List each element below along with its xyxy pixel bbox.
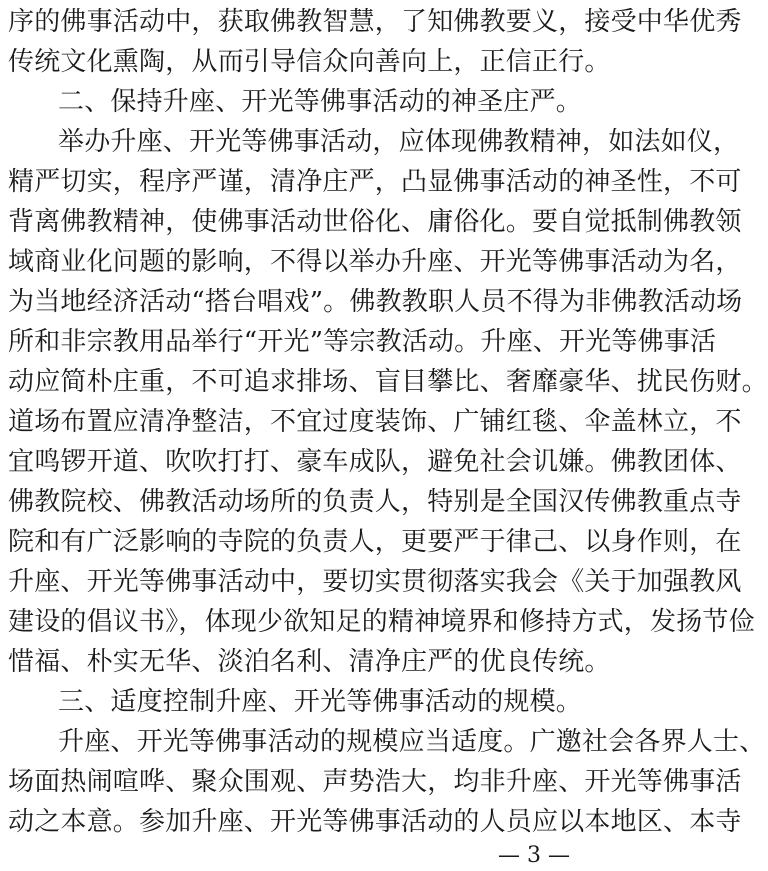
text-line-1: 序的佛事活动中，获取佛教智慧，了知佛教要义，接受中华优秀 — [8, 7, 742, 37]
section-heading-3: 三、适度控制升座、开光等佛事活动的规模。 — [58, 687, 583, 717]
text-line-5: 精严切实，程序严谨，清净庄严，凸显佛事活动的神圣性，不可 — [8, 167, 742, 197]
text-line-17: 惜福、朴实无华、淡泊名利、清净庄严的优良传统。 — [8, 647, 611, 677]
text-line-8: 为当地经济活动“搭台唱戏”。佛教教职人员不得为非佛教活动场 — [8, 287, 743, 317]
text-line-13: 佛教院校、佛教活动场所的负责人，特别是全国汉传佛教重点寺 — [8, 487, 742, 517]
page-number: — 3 — — [498, 843, 570, 868]
text-line-6: 背离佛教精神，使佛事活动世俗化、庸俗化。要自觉抵制佛教领 — [8, 207, 742, 237]
text-line-20: 场面热闹喧哗、聚众围观、声势浩大，均非升座、开光等佛事活 — [8, 767, 742, 797]
text-line-7: 域商业化问题的影响，不得以举办升座、开光等佛事活动为名， — [8, 247, 742, 277]
text-line-14: 院和有广泛影响的寺院的负责人，更要严于律己、以身作则，在 — [8, 527, 742, 557]
text-line-2: 传统文化熏陶，从而引导信众向善向上，正信正行。 — [8, 47, 611, 77]
text-line-15: 升座、开光等佛事活动中，要切实贯彻落实我会《关于加强教风 — [8, 567, 742, 597]
text-line-4: 举办升座、开光等佛事活动，应体现佛教精神，如法如仪， — [58, 127, 740, 157]
text-line-11: 道场布置应清净整洁，不宜过度装饰、广铺红毯、伞盖林立，不 — [8, 407, 742, 437]
text-line-12: 宜鸣锣开道、吹吹打打、豪车成队，避免社会讥嫌。佛教团体、 — [8, 447, 742, 477]
text-line-9: 所和非宗教用品举行“开光”等宗教活动。升座、开光等佛事活 — [8, 327, 717, 357]
text-line-16: 建设的倡议书》，体现少欲知足的精神境界和修持方式，发扬节俭 — [8, 607, 755, 637]
text-line-21: 动之本意。参加升座、开光等佛事活动的人员应以本地区、本寺 — [8, 807, 742, 837]
section-heading-2: 二、保持升座、开光等佛事活动的神圣庄严。 — [58, 87, 583, 117]
text-line-19: 升座、开光等佛事活动的规模应当适度。广邀社会各界人士、 — [58, 727, 766, 757]
text-line-10: 动应简朴庄重，不可追求排场、盲目攀比、奢靡豪华、扰民伤财。 — [8, 367, 768, 397]
